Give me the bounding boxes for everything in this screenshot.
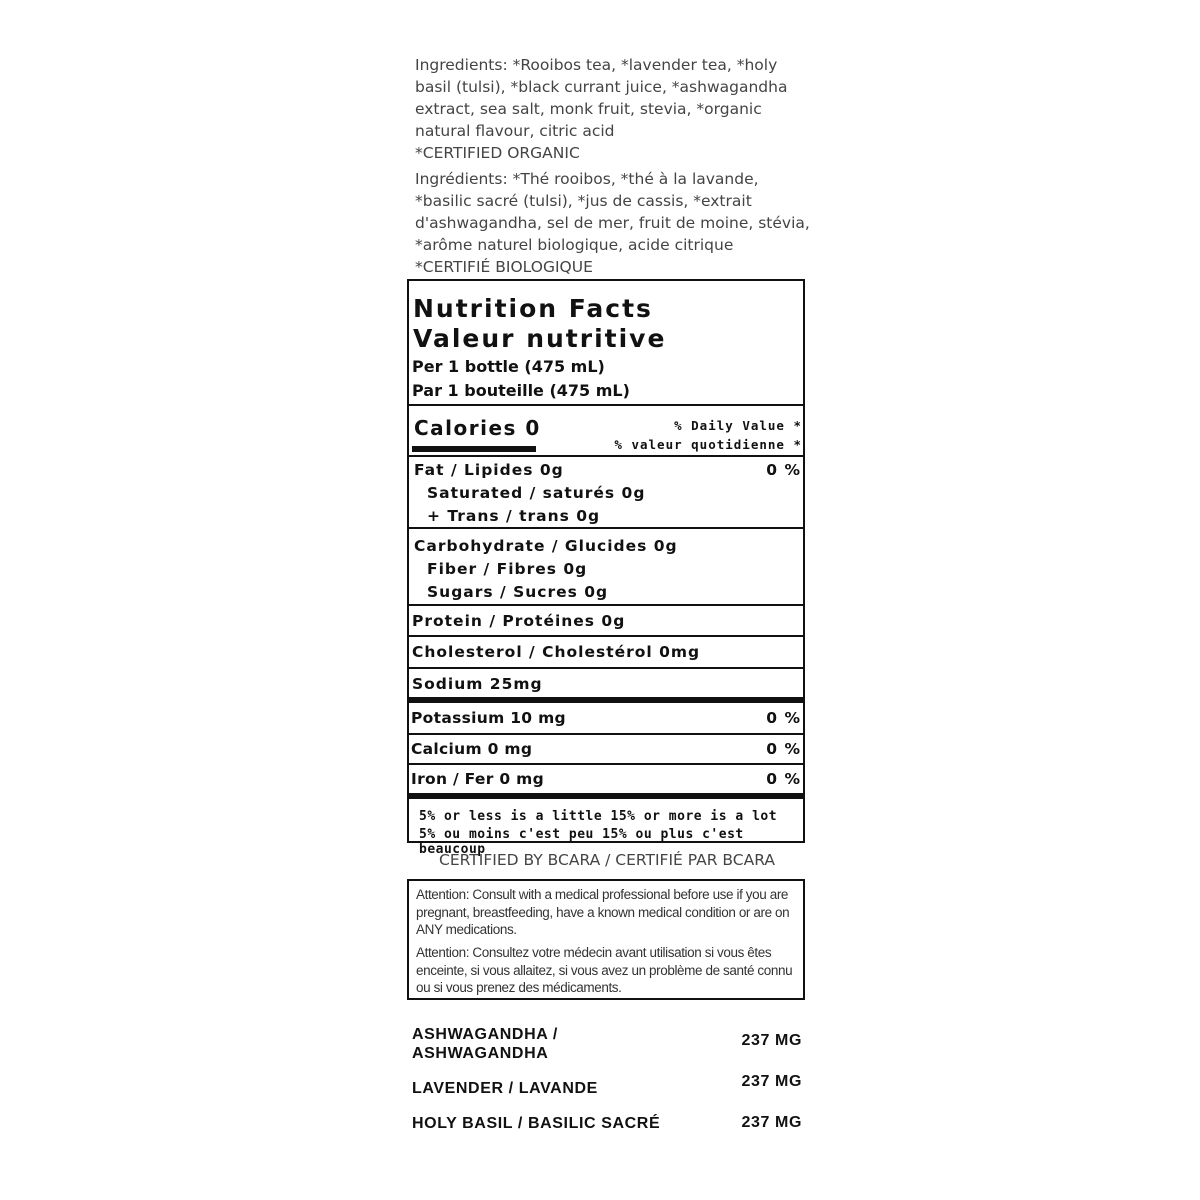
carbohydrate-row (409, 527, 803, 605)
fiber-label: Fiber / Fibres 0g (427, 560, 588, 578)
certified-organic: *CERTIFIED ORGANIC (415, 144, 580, 162)
nutrition-title-en: Nutrition Facts (413, 294, 653, 323)
herb-amount: 237 MG (741, 1114, 802, 1131)
calcium-row (409, 733, 803, 763)
daily-value-header-fr: % valeur quotidienne * (614, 437, 802, 452)
ingredients-section (415, 54, 815, 278)
sodium-label: Sodium 25mg (412, 675, 543, 693)
serving-size-en: Per 1 bottle (475 mL) (412, 357, 605, 376)
saturated-label: Saturated / saturés 0g (427, 484, 646, 502)
iron-percent: 0 % (766, 770, 801, 788)
herb-amount: 237 MG (741, 1073, 802, 1090)
footnote-en: 5% or less is a little 15% or more is a lot (419, 809, 778, 824)
fat-row (409, 455, 803, 527)
sugars-label: Sugars / Sucres 0g (427, 583, 609, 601)
herb-amount: 237 MG (741, 1032, 802, 1049)
nutrition-facts-table (407, 279, 805, 857)
ingredients-en: Ingredients: *Rooibos tea, *lavender tea, *holy basil (tulsi), *black currant juice, *ashwagandha extract, sea salt, monk fruit, stevia, *organic natural flavour, citric acid (415, 56, 788, 140)
fat-percent: 0 % (766, 461, 801, 479)
herb-name: LAVENDER / LAVANDE (412, 1080, 598, 1097)
trans-label: + Trans / trans 0g (427, 507, 601, 525)
fat-label: Fat / Lipides 0g (414, 461, 564, 479)
protein-label: Protein / Protéines 0g (412, 612, 626, 630)
calories-underline (412, 446, 536, 452)
iron-row (409, 763, 803, 793)
certification-line: CERTIFIED BY BCARA / CERTIFIÉ PAR BCARA (439, 851, 775, 869)
nutrition-header (409, 281, 803, 406)
potassium-label: Potassium 10 mg (411, 709, 566, 727)
calcium-label: Calcium 0 mg (411, 740, 533, 758)
attention-box (407, 879, 805, 1000)
potassium-row (409, 697, 803, 733)
certifie-biologique: *CERTIFIÉ BIOLOGIQUE (415, 258, 593, 276)
cholesterol-label: Cholesterol / Cholestérol 0mg (412, 643, 701, 661)
ingredients-fr: Ingrédients: *Thé rooibos, *thé à la lavande, *basilic sacré (tulsi), *jus de cassis, *extrait d'ashwagandha, sel de mer, fruit de moine, stévia, *arôme naturel biologique, acide citrique (415, 170, 810, 254)
cholesterol-row (409, 635, 803, 667)
footnote-fr: 5% ou moins c'est peu 15% ou plus c'est beaucoup (419, 827, 744, 857)
protein-row (409, 604, 803, 635)
daily-value-header-en: % Daily Value * (674, 418, 802, 433)
calcium-percent: 0 % (766, 740, 801, 758)
herb-name: ASHWAGANDHA / ASHWAGANDHA (412, 1026, 558, 1062)
potassium-percent: 0 % (766, 709, 801, 727)
calories-block (409, 406, 803, 462)
attention-fr: Attention: Consultez votre médecin avant utilisation si vous êtes enceinte, si vous allaitez, si vous avez un problème de santé connu ou si vous prenez des médicaments. (416, 945, 793, 995)
serving-size-fr: Par 1 bouteille (475 mL) (412, 381, 630, 400)
attention-en: Attention: Consult with a medical professional before use if you are pregnant, breastfeeding, have a known medical condition or are on ANY medications. (416, 887, 790, 937)
calories-label: Calories 0 (414, 416, 541, 440)
iron-label: Iron / Fer 0 mg (411, 770, 544, 788)
daily-value-footnote (409, 793, 803, 857)
carbohydrate-label: Carbohydrate / Glucides 0g (414, 537, 678, 555)
herb-name: HOLY BASIL / BASILIC SACRÉ (412, 1115, 661, 1132)
sodium-row (409, 667, 803, 697)
nutrition-title-fr: Valeur nutritive (413, 324, 667, 353)
